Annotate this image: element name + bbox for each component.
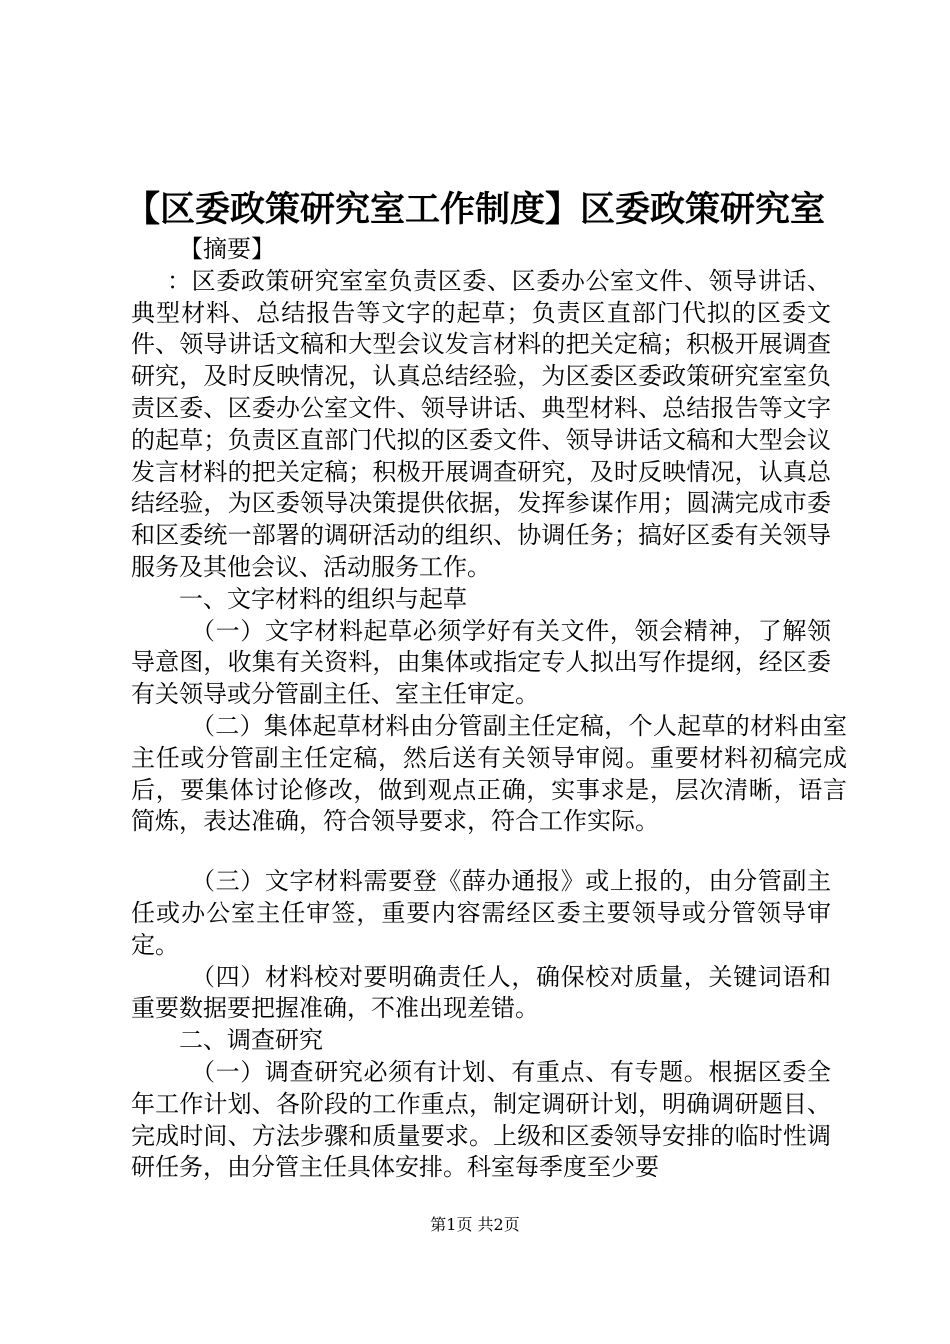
section-heading-1: 一、文字材料的组织与起草 xyxy=(179,584,467,613)
section1-item-4: （四）材料校对要明确责任人，确保校对质量，关键词语和重要数据要把握准确，不准出现差错。 xyxy=(131,962,831,1023)
page-footer: 第1页 共2页 xyxy=(430,1215,520,1234)
document-title: 【区委政策研究室工作制度】区委政策研究室 xyxy=(124,189,825,230)
section-heading-2: 二、调查研究 xyxy=(179,1026,323,1055)
section2-item-1: （一）调查研究必须有计划、有重点、有专题。根据区委全年工作计划、各阶段的工作重点，制定调研计划，明确调研题目、完成时间、方法步骤和质量要求。上级和区委领导安排的临时性调研任务，由分管主任具体安排。科室每季度至少要 xyxy=(131,1057,831,1182)
section1-item-1: （一）文字材料起草必须学好有关文件，领会精神，了解领导意图，收集有关资料，由集体或指定专人拟出写作提纲，经区委有关领导或分管副主任、室主任审定。 xyxy=(131,616,831,709)
abstract-label: 【摘要】 xyxy=(179,235,275,263)
paragraph-gap xyxy=(131,838,831,866)
document-body xyxy=(131,234,847,1184)
section1-item-3: （三）文字材料需要登《薛办通报》或上报的，由分管副主任或办公室主任审签，重要内容需经区委主要领导或分管领导审定。 xyxy=(131,867,831,959)
section1-item-2: （二）集体起草材料由分管副主任定稿，个人起草的材料由室主任或分管副主任定稿，然后送有关领导审阅。重要材料初稿完成后，要集体讨论修改，做到观点正确，实事求是，层次清晰，语言简炼，表达准确，符合领导要求，符合工作实际。 xyxy=(131,711,847,836)
abstract-paragraph: ：区委政策研究室室负责区委、区委办公室文件、领导讲话、典型材料、总结报告等文字的起草；负责区直部门代拟的区委文件、领导讲话文稿和大型会议发言材料的把关定稿；积极开展调查研究，及时反映情况，认真总结经验，为区委区委政策研究室室负责区委、区委办公室文件、领导讲话、典型材料、总结报告等文字的起草；负责区直部门代拟的区委文件、领导讲话文稿和大型会议发言材料的把关定稿；积极开展调查研究，及时反映情况，认真总结经验，为区委领导决策提供依据，发挥参谋作用；圆满完成市委和区委统一部署的调研活动的组织、协调任务；搞好区委有关领导服务及其他会议、活动服务工作。 xyxy=(131,266,831,581)
